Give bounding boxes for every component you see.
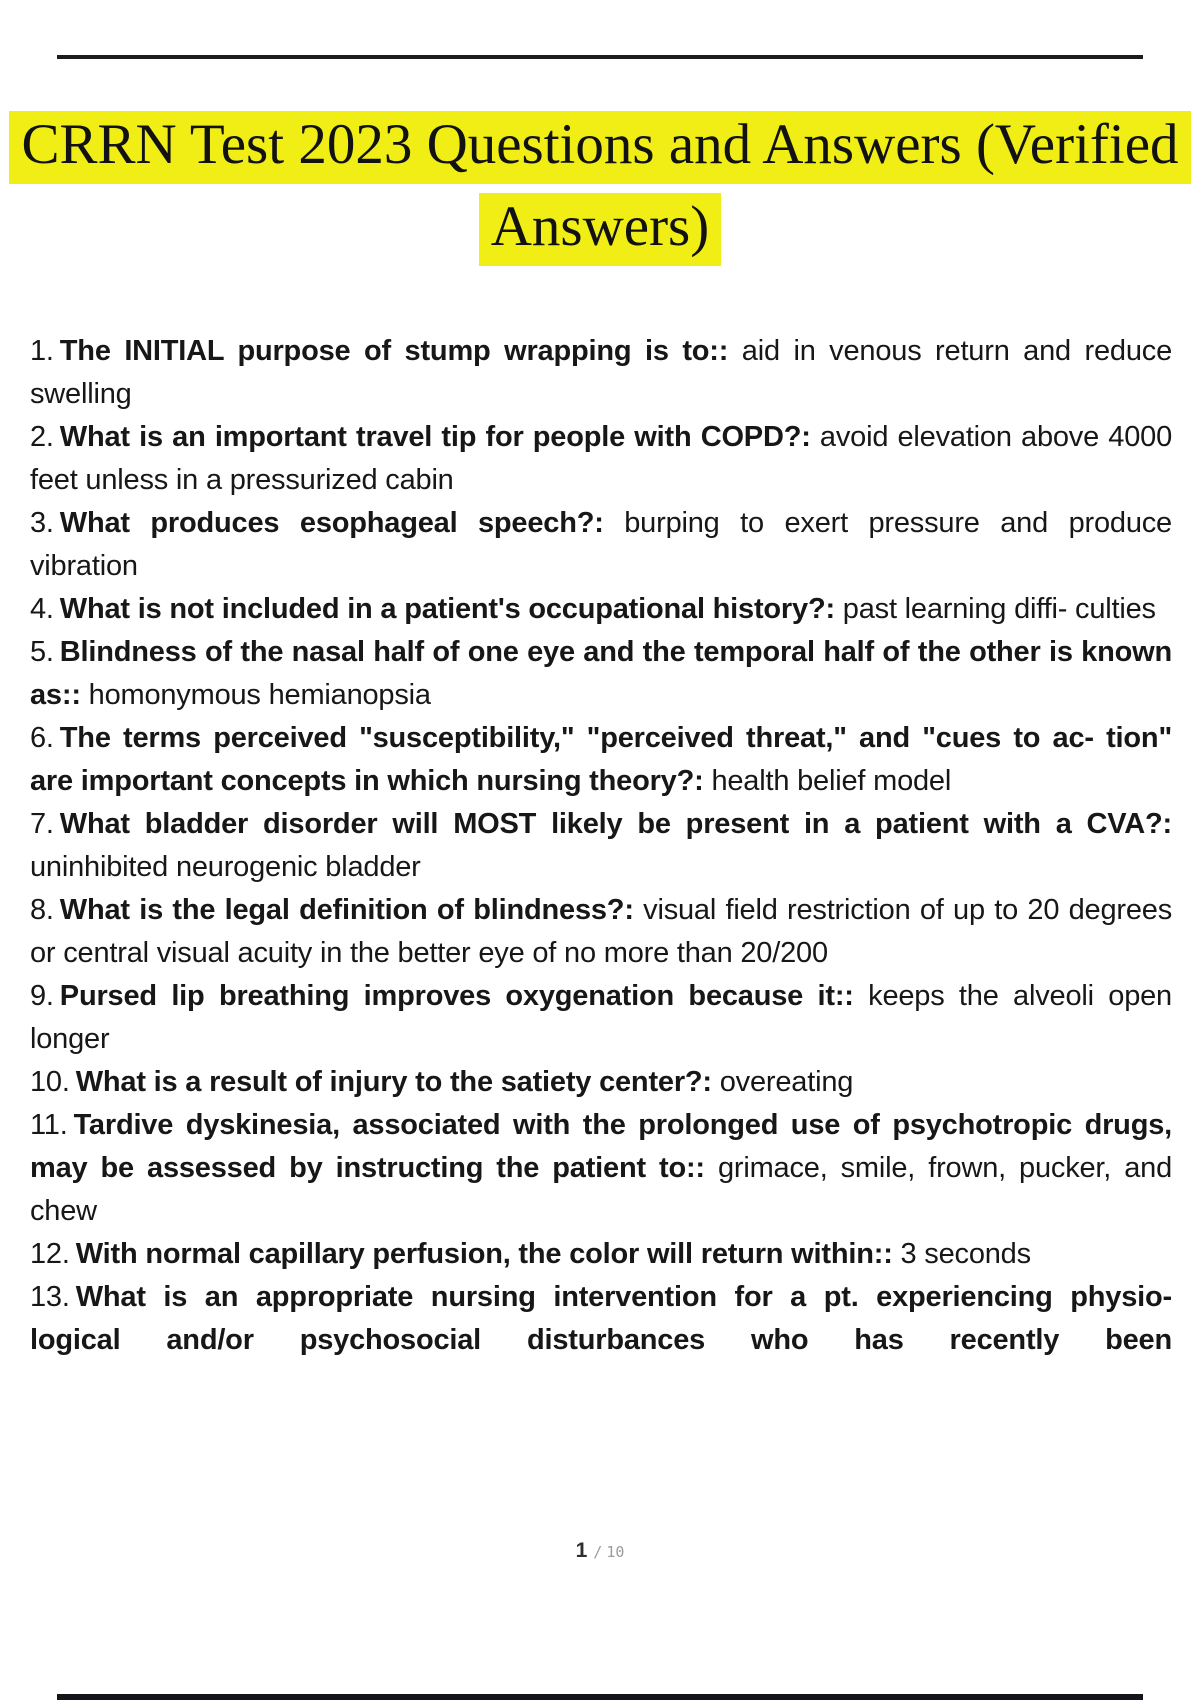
page-title-row-1 xyxy=(0,104,1200,186)
item-answer: grimace, smile, frown, pucker, and chew xyxy=(30,1152,1172,1227)
item-number: 13. xyxy=(30,1281,70,1313)
item-question: Pursed lip breathing improves oxygenation because it:: xyxy=(59,980,854,1012)
qa-item xyxy=(30,1061,1172,1104)
item-answer: past learning diffi- culties xyxy=(842,593,1156,625)
qa-item xyxy=(30,1276,1172,1362)
page-footer xyxy=(0,1539,1200,1563)
qa-item xyxy=(30,803,1172,889)
qa-item xyxy=(30,416,1172,502)
item-question: What is a result of injury to the satiety center?: xyxy=(75,1066,712,1098)
item-number: 7. xyxy=(30,808,54,840)
page-title-line-2: Answers) xyxy=(479,193,721,266)
item-question: What is not included in a patient's occupational history?: xyxy=(59,593,835,625)
item-question: The terms perceived "susceptibility," "perceived threat," and "cues to ac- tion" are important concepts in which nursing theory?: xyxy=(30,722,1172,797)
qa-item xyxy=(30,502,1172,588)
top-divider xyxy=(57,55,1143,59)
item-answer: homonymous hemianopsia xyxy=(88,679,431,711)
item-answer: 3 seconds xyxy=(900,1238,1031,1270)
item-number: 9. xyxy=(30,980,54,1012)
qa-item xyxy=(30,631,1172,717)
item-number: 2. xyxy=(30,421,54,453)
item-question: What is an appropriate nursing intervention for a pt. experiencing physio- logical and/or psychosocial disturbances who has recently been xyxy=(30,1281,1172,1356)
item-question: With normal capillary perfusion, the color will return within:: xyxy=(75,1238,893,1270)
item-question: Blindness of the nasal half of one eye and the temporal half of the other is known as:: xyxy=(30,636,1172,711)
item-question: Tardive dyskinesia, associated with the prolonged use of psychotropic drugs, may be assessed by instructing the patient to:: xyxy=(30,1109,1172,1184)
item-number: 1. xyxy=(30,335,54,367)
item-number: 11. xyxy=(30,1109,68,1141)
item-question: The INITIAL purpose of stump wrapping is to:: xyxy=(59,335,729,367)
qa-item xyxy=(30,717,1172,803)
item-question: What is the legal definition of blindness?: xyxy=(59,894,634,926)
item-answer: visual field restriction of up to 20 degrees or central visual acuity in the better eye of no more than 20/200 xyxy=(30,894,1173,969)
item-number: 3. xyxy=(30,507,54,539)
item-number: 6. xyxy=(30,722,54,754)
bottom-divider xyxy=(57,1694,1143,1700)
qa-item xyxy=(30,1104,1172,1233)
qa-item xyxy=(30,889,1172,975)
item-answer: aid in venous return and reduce swelling xyxy=(30,335,1173,410)
item-number: 4. xyxy=(30,593,54,625)
item-question: What bladder disorder will MOST likely be present in a patient with a CVA?: xyxy=(59,808,1172,840)
item-answer: keeps the alveoli open longer xyxy=(30,980,1172,1055)
item-number: 12. xyxy=(30,1238,70,1270)
qa-item xyxy=(30,330,1172,416)
item-answer: avoid elevation above 4000 feet unless in a pressurized cabin xyxy=(30,421,1172,496)
item-answer: burping to exert pressure and produce vibration xyxy=(30,507,1172,582)
page-title-line-1: CRRN Test 2023 Questions and Answers (Verified xyxy=(9,111,1190,184)
item-answer: uninhibited neurogenic bladder xyxy=(30,851,421,883)
item-number: 8. xyxy=(30,894,54,926)
item-question: What produces esophageal speech?: xyxy=(59,507,604,539)
item-answer: overeating xyxy=(719,1066,854,1098)
qa-list xyxy=(30,330,1172,1362)
qa-item xyxy=(30,975,1172,1061)
current-page-number: 1 xyxy=(575,1539,588,1562)
item-number: 10. xyxy=(30,1066,70,1098)
page-title-row-2 xyxy=(0,186,1200,268)
qa-item xyxy=(30,588,1172,631)
item-question: What is an important travel tip for people with COPD?: xyxy=(59,421,811,453)
page-number-separator: / xyxy=(593,1543,603,1561)
page-title xyxy=(0,104,1200,268)
qa-item xyxy=(30,1233,1172,1276)
item-answer: health belief model xyxy=(711,765,952,797)
total-pages: 10 xyxy=(606,1543,625,1561)
item-number: 5. xyxy=(30,636,54,668)
